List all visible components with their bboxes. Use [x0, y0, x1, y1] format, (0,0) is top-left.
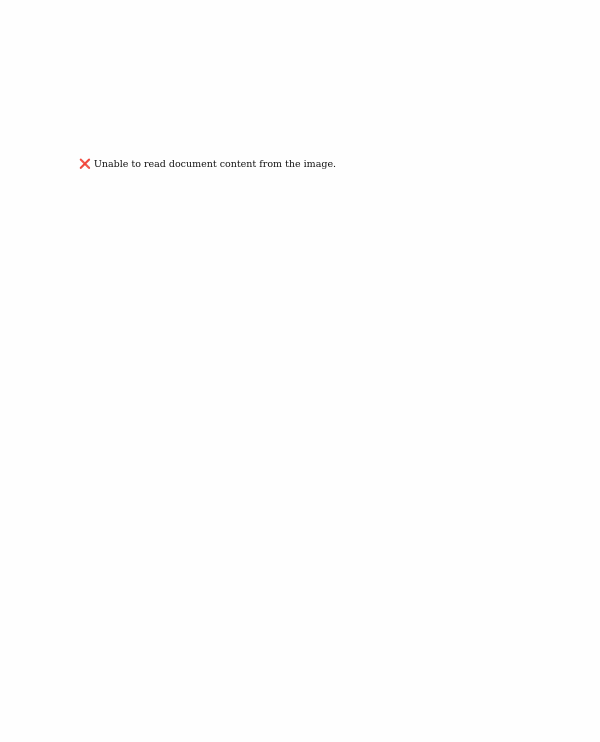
body	[60, 158, 542, 176]
message: ❌ Unable to read document content from the image.	[79, 159, 337, 170]
